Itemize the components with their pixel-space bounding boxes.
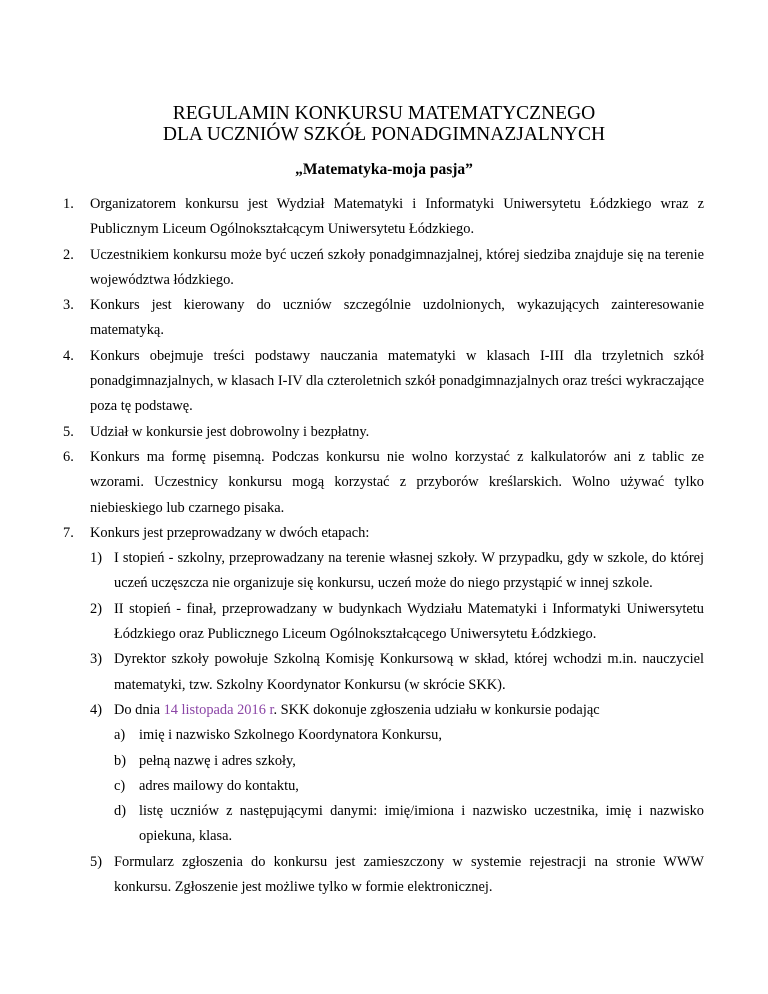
stage-text: I stopień - szkolny, przeprowadzany na terenie własnej szkoły. W przypadku, gdy w szkole, do której uczeń uczęszcza nie organizuje się konkursu, uczeń może do niego przystąpić w innej szkole.: [114, 550, 704, 592]
registration-letter: a): [114, 727, 126, 744]
deadline-date: 14 listopada 2016 r: [163, 701, 274, 718]
rule-number: 4.: [63, 347, 74, 364]
rule-number: 5.: [63, 423, 74, 440]
rule-text: Udział w konkursie jest dobrowolny i bezpłatny.: [90, 423, 370, 440]
rule-number: 2.: [63, 246, 74, 263]
stage-number: 4): [90, 701, 102, 718]
stage-number: 1): [90, 550, 102, 567]
registration-letter: c): [114, 777, 126, 794]
stage-text: II stopień - finał, przeprowadzany w budynkach Wydziału Matematyki i Informatyki Uniwersytetu Łódzkiego oraz Publicznego Liceum Ogólnokształcącego Uniwersytetu Łódzkiego.: [114, 600, 704, 643]
rule-item: [0, 344, 768, 420]
stage-item: [0, 546, 768, 597]
rule-text: Konkurs ma formę pisemną. Podczas konkursu nie wolno korzystać z kalkulatorów ani z tablic ze wzorami. Uczestnicy konkursu mogą korzystać z przyborów kreślarskich. Wolno używać tylko niebieskiego lub czarnego pisaka.: [90, 448, 704, 516]
document-title-line1: REGULAMIN KONKURSU MATEMATYCZNEGO: [172, 103, 596, 124]
stage-item: [0, 597, 768, 648]
stage-number: 2): [90, 600, 102, 617]
stage-item: [0, 850, 768, 901]
registration-item: [0, 749, 768, 774]
stage-item: [0, 698, 768, 723]
document-title-line2: DLA UCZNIÓW SZKÓŁ PONADGIMNAZJALNYCH: [162, 124, 606, 145]
rule-text: Organizatorem konkursu jest Wydział Matematyki i Informatyki Uniwersytetu Łódzkiego wraz z Publicznym Liceum Ogólnokształcącym Uniwersytetu Łódzkiego.: [90, 196, 704, 238]
registration-item: [0, 723, 768, 748]
rule-item: [0, 293, 768, 344]
stage-text: Formularz zgłoszenia do konkursu jest zamieszczony w systemie rejestracji na stronie WWW konkursu. Zgłoszenie jest możliwe tylko w formie elektronicznej.: [114, 853, 704, 896]
rule-item: [0, 420, 768, 445]
rule-number: 3.: [63, 297, 74, 314]
rules-list: [0, 192, 768, 900]
rule-item: [0, 192, 768, 243]
stage-text-after: . SKK dokonuje zgłoszenia udziału w konkursie podając: [273, 701, 600, 718]
registration-item: [0, 774, 768, 799]
registration-text: imię i nazwisko Szkolnego Koordynatora Konkursu,: [139, 727, 442, 744]
rule-number: 1.: [63, 196, 74, 212]
registration-text: listę uczniów z następującymi danymi: imię/imiona i nazwisko uczestnika, imię i nazwisko opiekuna, klasa.: [139, 803, 704, 845]
document-subtitle: „Matematyka-moja pasja”: [295, 161, 473, 178]
rule-item: [0, 243, 768, 294]
rule-text: Konkurs obejmuje treści podstawy nauczania matematyki w klasach I-III dla trzyletnich szkół ponadgimnazjalnych, w klasach I-IV dla czteroletnich szkół ponadgimnazjalnych oraz treści wykraczające poza tę podstawę.: [90, 347, 704, 415]
registration-letter: b): [114, 752, 126, 769]
registration-item: [0, 799, 768, 850]
registration-letter: d): [114, 803, 126, 820]
registration-text: adres mailowy do kontaktu,: [139, 777, 299, 794]
rule-number: 7.: [63, 524, 74, 541]
rule-item: [0, 521, 768, 546]
rule-text: Uczestnikiem konkursu może być uczeń szkoły ponadgimnazjalnej, której siedziba znajduje się na terenie województwa łódzkiego.: [90, 246, 704, 288]
rule-text: Konkurs jest przeprowadzany w dwóch etapach:: [90, 524, 370, 541]
registration-text: pełną nazwę i adres szkoły,: [139, 752, 296, 769]
rule-number: 6.: [63, 448, 74, 465]
stage-text: Dyrektor szkoły powołuje Szkolną Komisję Konkursową w skład, której wchodzi m.in. nauczyciel matematyki, tzw. Szkolny Koordynator Konkursu (w skrócie SKK).: [114, 651, 704, 693]
stage-number: 3): [90, 651, 102, 668]
rule-text: Konkurs jest kierowany do uczniów szczególnie uzdolnionych, wykazujących zainteresowanie matematyką.: [90, 297, 704, 339]
rule-item: [0, 445, 768, 521]
stage-item: [0, 647, 768, 698]
stage-text-before: Do dnia: [114, 701, 164, 718]
stage-number: 5): [90, 853, 102, 870]
